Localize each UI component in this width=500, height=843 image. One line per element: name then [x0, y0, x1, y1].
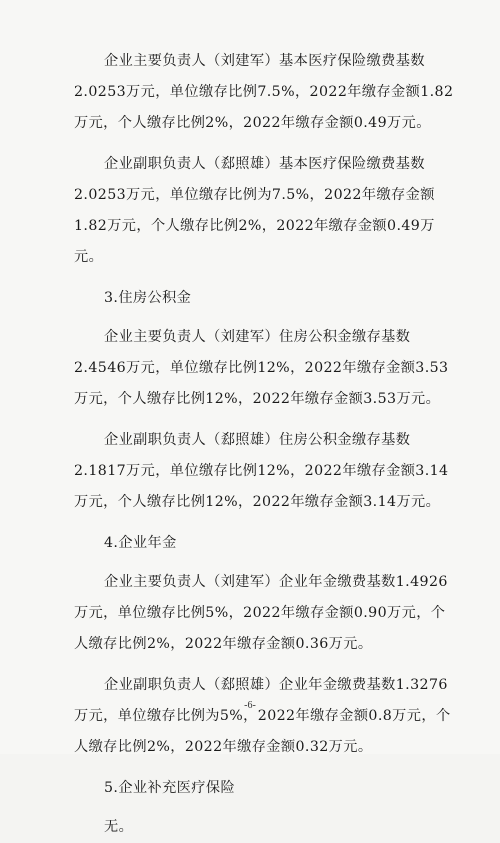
paragraph-supplementary-medical: 无。 [104, 819, 134, 835]
section-heading-supplementary-medical: 5.企业补充医疗保险 [104, 780, 236, 796]
section-heading-housing-fund: 3.住房公积金 [104, 290, 192, 306]
paragraph-medical-insurance-chief: 企业主要负责人（刘建军）基本医疗保险缴费基数2.0253万元，单位缴存比例7.5%，2022年缴存金额1.82万元，个人缴存比例2%，2022年缴存金额0.49万元。 [74, 53, 454, 131]
paragraph-annuity-chief: 企业主要负责人（刘建军）企业年金缴费基数1.4926万元，单位缴存比例5%，2022年缴存金额0.90万元，个人缴存比例2%，2022年缴存金额0.36万元。 [74, 574, 448, 652]
paragraph-medical-insurance-deputy: 企业副职负责人（郄照雄）基本医疗保险缴费基数2.0253万元，单位缴存比例为7.5%，2022年缴存金额1.82万元，个人缴存比例2%，2022年缴存金额0.49万元。 [74, 156, 435, 265]
paragraph-housing-fund-chief: 企业主要负责人（刘建军）住房公积金缴存基数2.4546万元，单位缴存比例12%，2022年缴存金额3.53万元，个人缴存比例12%，2022年缴存金额3.53万元。 [74, 329, 449, 407]
paragraph-housing-fund-deputy: 企业副职负责人（郄照雄）住房公积金缴存基数2.1817万元，单位缴存比例12%，2022年缴存金额3.14万元，个人缴存比例12%，2022年缴存金额3.14万元。 [74, 432, 449, 510]
paragraph-annuity-deputy: 企业副职负责人（郄照雄）企业年金缴费基数1.3276万元，单位缴存比例为5%，2022年缴存金额0.8万元，个人缴存比例2%，2022年缴存金额0.32万元。 [74, 677, 451, 755]
page-number: -6- [244, 700, 256, 711]
section-heading-enterprise-annuity: 4.企业年金 [104, 535, 177, 551]
